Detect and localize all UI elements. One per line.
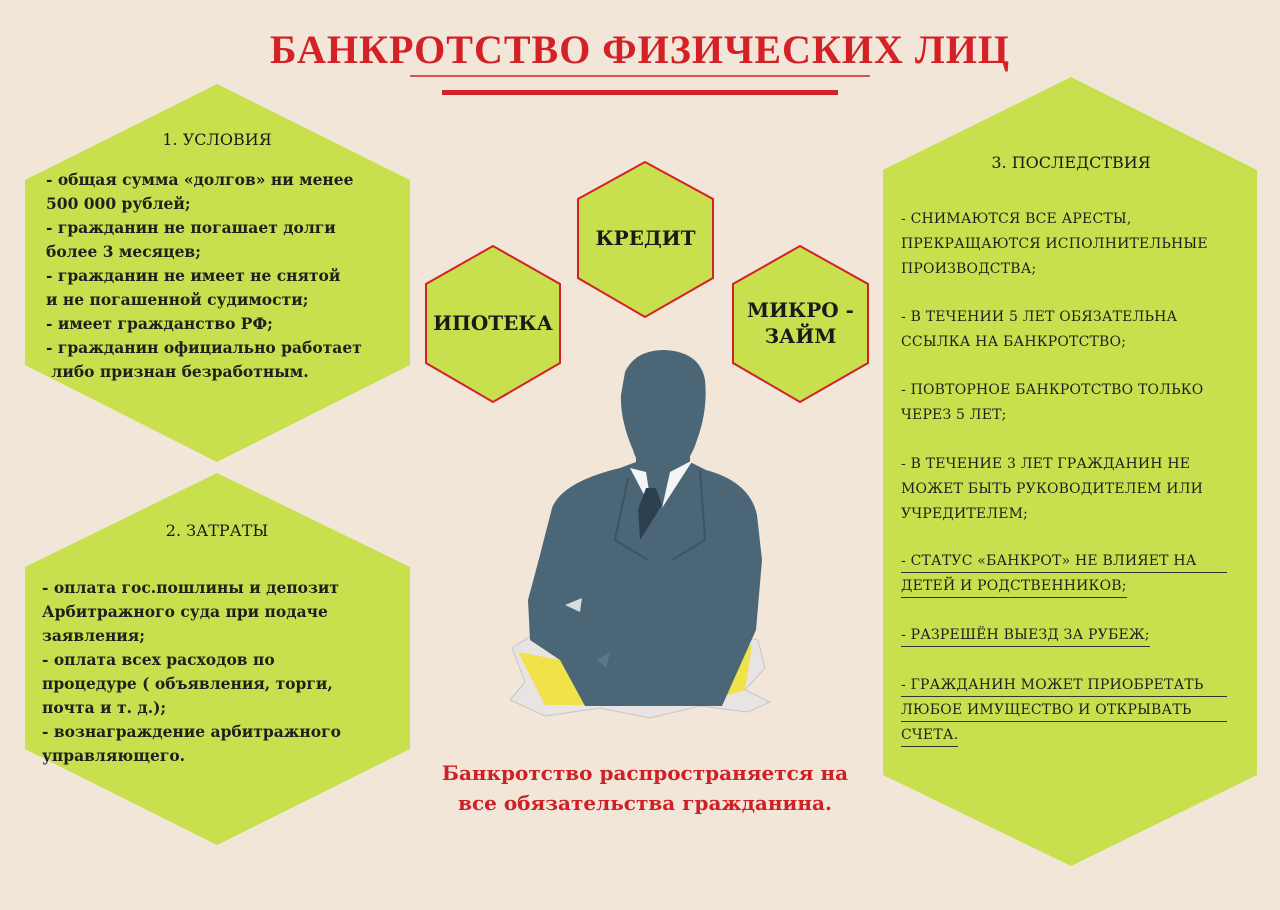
consequence-item (901, 673, 1246, 748)
conditions-line: 500 000 рублей; (46, 194, 191, 213)
consequence-line: - В ТЕЧЕНИЕ 3 ЛЕТ ГРАЖДАНИН НЕ (901, 456, 1191, 472)
conditions-heading: 1. УСЛОВИЯ (162, 130, 272, 149)
conditions-line: - общая сумма «долгов» ни менее (46, 170, 354, 189)
conditions-line: - имеет гражданство РФ; (46, 314, 273, 333)
consequence-item (901, 207, 1246, 282)
costs-line: - оплата гос.пошлины и депозит (42, 578, 340, 597)
footer-statement (420, 758, 870, 818)
costs-line: - оплата всех расходов по (42, 650, 275, 669)
costs-line: заявления; (42, 626, 145, 645)
consequences-heading: 3. ПОСЛЕДСТВИЯ (991, 153, 1151, 172)
consequence-line: ЧЕРЕЗ 5 ЛЕТ; (901, 407, 1007, 423)
costs-line: управляющего. (42, 746, 186, 765)
costs-line: почта и т. д.); (42, 698, 167, 717)
consequences-list (901, 207, 1246, 748)
costs-heading: 2. ЗАТРАТЫ (165, 521, 269, 540)
page-title: БАНКРОТСТВО ФИЗИЧЕСКИХ ЛИЦ (270, 27, 1010, 72)
microloan-label (733, 297, 868, 349)
conditions-line: - гражданин не погашает долги (46, 218, 336, 237)
credit-label: КРЕДИТ (595, 226, 696, 250)
consequence-item (901, 378, 1246, 428)
costs-line: Арбитражного суда при подаче (42, 602, 328, 621)
microloan-label-line1: МИКРО - (747, 298, 854, 322)
businessman-silhouette (510, 350, 770, 718)
costs-line: - вознаграждение арбитражного (42, 722, 341, 741)
title-underline-thick (442, 90, 838, 95)
conditions-line: и не погашенной судимости; (46, 290, 309, 309)
footer-line1: Банкротство распространяется на (441, 761, 849, 785)
consequence-line: ССЫЛКА НА БАНКРОТСТВО; (901, 334, 1127, 350)
consequence-item (901, 623, 1246, 648)
consequence-line: - ГРАЖДАНИН МОЖЕТ ПРИОБРЕТАТЬ (901, 674, 1227, 697)
consequence-line: ЛЮБОЕ ИМУЩЕСТВО И ОТКРЫВАТЬ (901, 699, 1227, 722)
conditions-line: либо признан безработным. (46, 362, 309, 381)
consequence-line: СЧЕТА. (901, 724, 958, 747)
consequence-line: ДЕТЕЙ И РОДСТВЕННИКОВ; (901, 575, 1127, 598)
mortgage-label: ИПОТЕКА (433, 311, 553, 335)
consequence-line: УЧРЕДИТЕЛЕМ; (901, 506, 1029, 522)
microloan-label-line2: ЗАЙМ (764, 324, 837, 348)
consequence-line: - В ТЕЧЕНИИ 5 ЛЕТ ОБЯЗАТЕЛЬНА (901, 309, 1178, 325)
consequence-line: - СНИМАЮТСЯ ВСЕ АРЕСТЫ, (901, 211, 1132, 227)
consequence-item (901, 305, 1246, 355)
consequence-line: МОЖЕТ БЫТЬ РУКОВОДИТЕЛЕМ ИЛИ (901, 481, 1203, 497)
conditions-line: более 3 месяцев; (46, 242, 201, 261)
consequence-line: - СТАТУС «БАНКРОТ» НЕ ВЛИЯЕТ НА (901, 550, 1227, 573)
consequence-item (901, 452, 1246, 527)
consequence-item (901, 549, 1246, 599)
consequence-line: ПРЕКРАЩАЮТСЯ ИСПОЛНИТЕЛЬНЫЕ (901, 236, 1208, 252)
footer-line2: все обязательства гражданина. (458, 791, 832, 815)
costs-list (42, 576, 341, 768)
consequence-line: - РАЗРЕШЁН ВЫЕЗД ЗА РУБЕЖ; (901, 624, 1150, 647)
conditions-list (46, 168, 362, 384)
conditions-line: - гражданин официально работает (46, 338, 362, 357)
conditions-line: - гражданин не имеет не снятой (46, 266, 341, 285)
consequence-line: - ПОВТОРНОЕ БАНКРОТСТВО ТОЛЬКО (901, 382, 1204, 398)
costs-line: процедуре ( объявления, торги, (42, 674, 333, 693)
consequence-line: ПРОИЗВОДСТВА; (901, 261, 1037, 277)
